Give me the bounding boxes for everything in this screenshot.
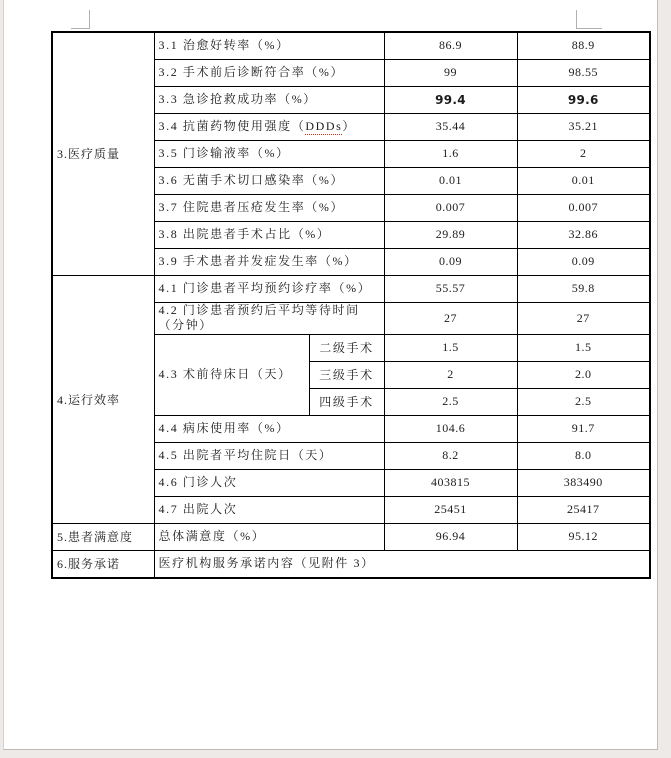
value-cell: 0.09 <box>384 248 517 275</box>
table-row <box>52 550 650 578</box>
value-cell: 27 <box>517 302 650 334</box>
metric-label-part: 3.4 抗菌药物使用强度（ <box>158 119 306 133</box>
margin-corner-mark-left <box>71 10 90 29</box>
value-cell: 55.57 <box>384 275 517 302</box>
value-cell: 35.44 <box>384 113 517 140</box>
metric-label-cell: 3.6 无菌手术切口感染率（%） <box>154 167 384 194</box>
value-cell: 1.5 <box>517 334 650 361</box>
value-cell: 2.5 <box>517 388 650 415</box>
value-cell: 403815 <box>384 469 517 496</box>
value-cell: 2 <box>384 361 517 388</box>
value-cell: 99.4 <box>384 86 517 113</box>
value-cell: 0.01 <box>517 167 650 194</box>
metric-label-cell: 总体满意度（%） <box>154 523 384 550</box>
category-cell-medical-quality: 3.医疗质量 <box>52 32 154 275</box>
surgery-level-cell: 四级手术 <box>309 388 384 415</box>
metric-label-cell-preop-bed-days: 4.3 术前待床日（天） <box>154 334 309 415</box>
table-row <box>52 32 650 59</box>
table-row <box>52 523 650 550</box>
metric-label-cell: 4.6 门诊人次 <box>154 469 384 496</box>
value-cell: 2.0 <box>517 361 650 388</box>
value-cell: 8.0 <box>517 442 650 469</box>
metric-label-cell: 3.1 治愈好转率（%） <box>154 32 384 59</box>
value-cell: 35.21 <box>517 113 650 140</box>
metric-label-cell: 3.5 门诊输液率（%） <box>154 140 384 167</box>
value-cell: 86.9 <box>384 32 517 59</box>
metric-label-cell: 4.5 出院者平均住院日（天） <box>154 442 384 469</box>
metric-label-cell: 4.1 门诊患者平均预约诊疗率（%） <box>154 275 384 302</box>
metric-label-cell: 3.2 手术前后诊断符合率（%） <box>154 59 384 86</box>
value-cell: 88.9 <box>517 32 650 59</box>
value-cell: 27 <box>384 302 517 334</box>
value-cell: 99 <box>384 59 517 86</box>
value-cell: 8.2 <box>384 442 517 469</box>
value-cell: 25451 <box>384 496 517 523</box>
value-cell: 29.89 <box>384 221 517 248</box>
table-row <box>52 275 650 302</box>
value-cell: 32.86 <box>517 221 650 248</box>
value-cell: 383490 <box>517 469 650 496</box>
document-page <box>3 0 658 750</box>
metric-label-part: ） <box>342 119 356 133</box>
value-cell: 0.09 <box>517 248 650 275</box>
metric-label-cell: 4.2 门诊患者预约后平均等待时间（分钟） <box>154 302 384 334</box>
value-cell: 104.6 <box>384 415 517 442</box>
value-cell: 99.6 <box>517 86 650 113</box>
category-cell-operating-efficiency: 4.运行效率 <box>52 275 154 523</box>
hospital-indicator-table <box>51 31 651 579</box>
metric-label-cell: 3.3 急诊抢救成功率（%） <box>154 86 384 113</box>
metric-label-cell: 4.4 病床使用率（%） <box>154 415 384 442</box>
metric-label-cell: 3.9 手术患者并发症发生率（%） <box>154 248 384 275</box>
value-cell: 96.94 <box>384 523 517 550</box>
category-cell-service-commitment: 6.服务承诺 <box>52 550 154 578</box>
margin-corner-mark-right <box>576 10 602 29</box>
metric-label-cell: 3.8 出院患者手术占比（%） <box>154 221 384 248</box>
value-cell: 98.55 <box>517 59 650 86</box>
metric-label-cell: 3.7 住院患者压疮发生率（%） <box>154 194 384 221</box>
value-cell: 1.6 <box>384 140 517 167</box>
value-cell: 59.8 <box>517 275 650 302</box>
service-commitment-cell: 医疗机构服务承诺内容（见附件 3） <box>154 550 650 578</box>
value-cell: 25417 <box>517 496 650 523</box>
value-cell: 0.007 <box>517 194 650 221</box>
value-cell: 2 <box>517 140 650 167</box>
spellcheck-underlined-word: DDDs <box>305 119 343 133</box>
surgery-level-cell: 二级手术 <box>309 334 384 361</box>
value-cell: 91.7 <box>517 415 650 442</box>
surgery-level-cell: 三级手术 <box>309 361 384 388</box>
value-cell: 2.5 <box>384 388 517 415</box>
category-cell-patient-satisfaction: 5.患者满意度 <box>52 523 154 550</box>
value-cell: 95.12 <box>517 523 650 550</box>
value-cell: 1.5 <box>384 334 517 361</box>
metric-label-cell: 4.7 出院人次 <box>154 496 384 523</box>
value-cell: 0.01 <box>384 167 517 194</box>
value-cell: 0.007 <box>384 194 517 221</box>
metric-label-cell <box>154 113 384 140</box>
